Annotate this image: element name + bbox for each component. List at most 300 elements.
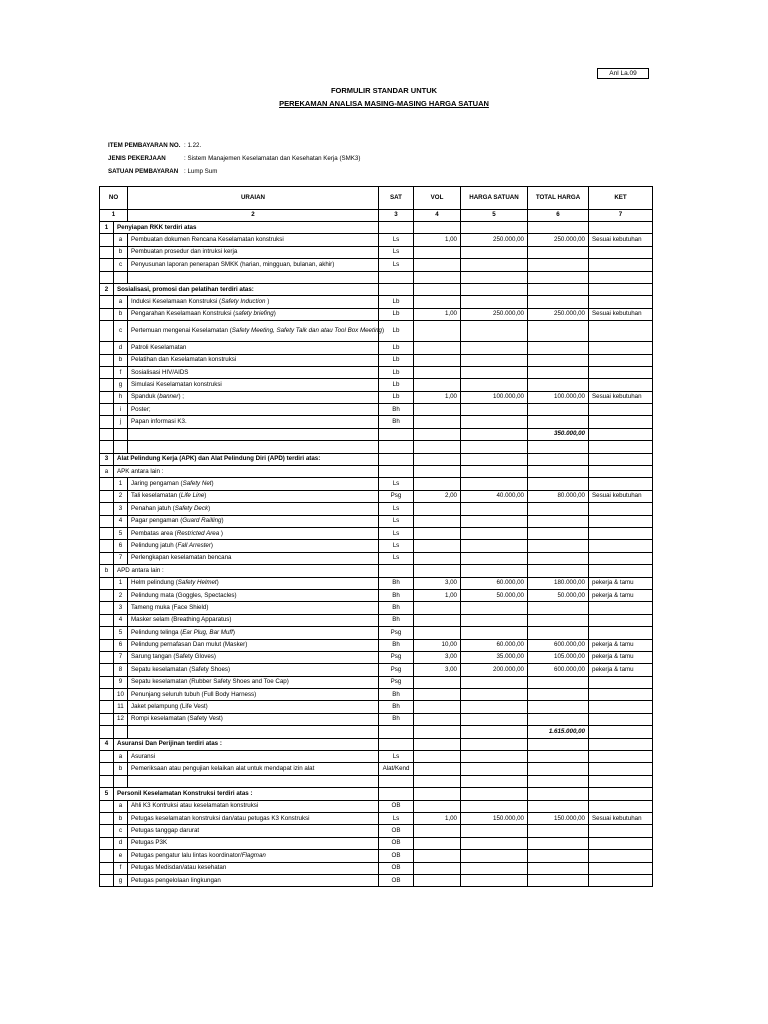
table-row	[100, 614, 653, 626]
sat-cell: Lb	[379, 379, 414, 391]
ket-cell	[589, 271, 653, 283]
total-cell	[528, 321, 589, 342]
ket-cell	[589, 527, 653, 539]
ket-cell	[589, 614, 653, 626]
no-cell	[100, 602, 114, 614]
meta-item-no	[108, 142, 201, 149]
desc-text: Rompi keselamatan (Safety Vest)	[131, 715, 223, 723]
ket-cell	[589, 874, 653, 886]
vol-cell	[414, 850, 461, 862]
total-cell: 250.000,00	[528, 308, 589, 320]
sat-cell	[379, 775, 414, 787]
harga-cell	[461, 602, 528, 614]
table-row	[100, 453, 653, 465]
ket-cell	[589, 222, 653, 234]
harga-cell: 60.000,00	[461, 639, 528, 651]
sat-cell: Ls	[379, 527, 414, 539]
column-number: 6	[528, 210, 589, 222]
vol-cell	[414, 342, 461, 354]
sub-cell: a	[114, 296, 128, 308]
no-cell	[100, 862, 114, 874]
table-row	[100, 689, 653, 701]
total-cell: 600.000,00	[528, 664, 589, 676]
harga-cell	[461, 404, 528, 416]
desc-cell	[128, 874, 379, 886]
vol-cell	[414, 404, 461, 416]
no-cell	[100, 354, 114, 366]
desc-cell	[128, 837, 379, 849]
sub-cell: a	[114, 751, 128, 763]
no-cell	[100, 651, 114, 663]
vol-cell	[414, 527, 461, 539]
no-cell: b	[100, 565, 114, 577]
harga-cell	[461, 540, 528, 552]
sat-cell	[379, 271, 414, 283]
ket-cell	[589, 552, 653, 564]
sat-cell: Bh	[379, 602, 414, 614]
sat-cell: Lb	[379, 391, 414, 403]
sat-cell: Ls	[379, 812, 414, 824]
ket-cell	[589, 763, 653, 775]
desc-cell	[128, 527, 379, 539]
desc-cell	[128, 825, 379, 837]
no-cell	[100, 428, 114, 440]
sat-cell	[379, 441, 414, 453]
vol-cell	[414, 416, 461, 428]
no-cell	[100, 577, 114, 589]
sat-cell: Lb	[379, 342, 414, 354]
sat-cell	[379, 726, 414, 738]
sat-cell	[379, 283, 414, 295]
desc-text: Pelindung telinga (	[131, 628, 183, 636]
harga-cell	[461, 837, 528, 849]
total-cell	[528, 788, 589, 800]
table-row	[100, 738, 653, 750]
harga-cell	[461, 788, 528, 800]
vol-cell: 1,00	[414, 589, 461, 601]
sat-cell: Ls	[379, 234, 414, 246]
sub-cell: a	[114, 234, 128, 246]
form-title: FORMULIR STANDAR UNTUK	[330, 86, 438, 95]
no-cell	[100, 812, 114, 824]
sub-cell: 1	[114, 577, 128, 589]
no-cell: 2	[100, 283, 114, 295]
no-cell	[100, 540, 114, 552]
ket-cell: Sesuai kebutuhan	[589, 391, 653, 403]
total-cell	[528, 246, 589, 258]
vol-cell	[414, 874, 461, 886]
harga-cell: 60.000,00	[461, 577, 528, 589]
table-row	[100, 763, 653, 775]
total-cell	[528, 701, 589, 713]
table-row	[100, 222, 653, 234]
desc-italic-text: Restricted Area	[176, 529, 220, 537]
ket-cell	[589, 862, 653, 874]
no-cell	[100, 751, 114, 763]
sat-cell	[379, 466, 414, 478]
desc-cell	[128, 321, 385, 342]
table-row	[100, 296, 653, 308]
ket-cell	[589, 283, 653, 295]
ket-cell	[589, 503, 653, 515]
vol-cell	[414, 379, 461, 391]
ket-cell: Sesuai kebutuhan	[589, 812, 653, 824]
vol-cell	[414, 466, 461, 478]
section-title-cell: Personil Keselamatan Konstruksi terdiri atas :	[114, 788, 379, 800]
ket-cell: pekerja & tamu	[589, 639, 653, 651]
desc-text: Pertemuan mengenai Keselamatan (	[131, 327, 232, 335]
sub-cell: d	[114, 837, 128, 849]
total-cell	[528, 283, 589, 295]
desc-text: Petugas keselamatan konstruksi dan/atau petugas K3 Konstruksi	[131, 814, 310, 822]
sub-cell: j	[114, 416, 128, 428]
total-cell: 150.000,00	[528, 812, 589, 824]
total-cell: 80.000,00	[528, 490, 589, 502]
vol-cell	[414, 788, 461, 800]
total-cell	[528, 416, 589, 428]
column-number-row	[100, 210, 653, 222]
table-row	[100, 664, 653, 676]
sub-cell: 3	[114, 503, 128, 515]
ket-cell: Sesuai kebutuhan	[589, 490, 653, 502]
desc-text-suffix: ) ;	[178, 393, 184, 401]
total-cell: 600.000,00	[528, 639, 589, 651]
desc-cell	[128, 503, 379, 515]
desc-text: Penunjang seluruh tubuh (Full Body Harness)	[131, 690, 257, 698]
desc-cell	[128, 639, 379, 651]
desc-text-suffix: )	[221, 517, 224, 525]
table-row	[100, 800, 653, 812]
harga-cell	[461, 738, 528, 750]
total-cell	[528, 515, 589, 527]
total-cell	[528, 342, 589, 354]
table-row	[100, 589, 653, 601]
sat-cell: Bh	[379, 577, 414, 589]
desc-text: Jaring pengaman (	[131, 480, 183, 488]
sat-cell: Psg	[379, 627, 414, 639]
sub-cell: 4	[114, 515, 128, 527]
ket-cell	[589, 321, 653, 342]
sat-cell	[379, 428, 414, 440]
ket-cell	[589, 453, 653, 465]
no-cell	[100, 837, 114, 849]
desc-text: Pembuatan dokumen Rencana Keselamatan konstruksi	[131, 235, 284, 243]
desc-cell	[128, 726, 379, 738]
no-cell	[100, 701, 114, 713]
desc-text-suffix: )	[232, 628, 235, 636]
table-body	[100, 222, 653, 887]
table-row	[100, 540, 653, 552]
desc-cell	[128, 246, 379, 258]
vol-cell	[414, 602, 461, 614]
desc-cell	[128, 800, 379, 812]
analysis-table	[99, 186, 653, 887]
no-cell	[100, 296, 114, 308]
vol-cell	[414, 689, 461, 701]
desc-cell	[128, 627, 379, 639]
sub-cell: 7	[114, 552, 128, 564]
desc-text-suffix: )	[208, 504, 211, 512]
desc-text: Jaket pelampung (Life Vest)	[131, 703, 208, 711]
table-row	[100, 354, 653, 366]
total-cell	[528, 540, 589, 552]
no-cell	[100, 321, 114, 342]
desc-cell	[128, 676, 379, 688]
vol-cell	[414, 825, 461, 837]
table-row	[100, 713, 653, 725]
vol-cell	[414, 751, 461, 763]
harga-cell	[461, 713, 528, 725]
ket-cell	[589, 416, 653, 428]
desc-italic-text: Guard Railling	[182, 517, 222, 525]
no-cell	[100, 441, 114, 453]
ket-cell	[589, 850, 653, 862]
harga-cell	[461, 283, 528, 295]
sat-cell: Psg	[379, 676, 414, 688]
desc-cell	[128, 589, 379, 601]
desc-text: Pembuatan prosedur dan intruksi kerja	[131, 248, 238, 256]
desc-text: Pelindung jatuh (	[131, 541, 178, 549]
ket-cell	[589, 701, 653, 713]
sat-cell: Bh	[379, 689, 414, 701]
harga-cell	[461, 478, 528, 490]
sat-cell: Alat/Kend	[379, 763, 414, 775]
desc-italic-text: Fall Arrester	[177, 541, 211, 549]
desc-text: Poster;	[131, 405, 151, 413]
sub-cell: b	[114, 354, 128, 366]
desc-text: Petugas Medisdan/atau kesehatan	[131, 864, 227, 872]
harga-cell: 50.000,00	[461, 589, 528, 601]
desc-cell	[128, 763, 379, 775]
column-number: 2	[128, 210, 379, 222]
sub-cell: b	[114, 812, 128, 824]
vol-cell: 1,00	[414, 391, 461, 403]
total-cell	[528, 602, 589, 614]
table-row	[100, 527, 653, 539]
harga-cell	[461, 416, 528, 428]
group-title-cell: APK antara lain :	[114, 466, 379, 478]
table-row	[100, 812, 653, 824]
sat-cell: Psg	[379, 490, 414, 502]
no-cell	[100, 627, 114, 639]
form-subtitle-text: PEREKAMAN ANALISA MASING-MASING HARGA SATUAN	[279, 99, 489, 108]
ket-cell	[589, 825, 653, 837]
total-cell	[528, 565, 589, 577]
desc-cell	[128, 577, 379, 589]
sat-cell: Lb	[379, 321, 414, 342]
ket-cell	[589, 713, 653, 725]
desc-text: Pelindung mata (Goggles, Spectacles)	[131, 591, 237, 599]
vol-cell	[414, 222, 461, 234]
meta-value: : 1.22.	[184, 142, 202, 149]
table-row	[100, 862, 653, 874]
ket-cell	[589, 354, 653, 366]
no-cell: 3	[100, 453, 114, 465]
total-cell	[528, 478, 589, 490]
ket-cell	[589, 515, 653, 527]
ket-cell	[589, 837, 653, 849]
sub-cell: 9	[114, 676, 128, 688]
table-row	[100, 478, 653, 490]
harga-cell: 40.000,00	[461, 490, 528, 502]
sat-cell: Ls	[379, 259, 414, 271]
total-cell	[528, 222, 589, 234]
no-cell	[100, 763, 114, 775]
harga-cell	[461, 627, 528, 639]
desc-text: Asuransi	[131, 752, 156, 760]
harga-cell	[461, 850, 528, 862]
desc-cell	[128, 602, 379, 614]
sat-cell: Ls	[379, 503, 414, 515]
desc-italic-text: Safety Net	[182, 480, 212, 488]
harga-cell: 200.000,00	[461, 664, 528, 676]
desc-italic-text: Safety Helmet	[177, 579, 217, 587]
desc-cell	[128, 552, 379, 564]
table-row	[100, 391, 653, 403]
desc-text: Petugas tanggap darurat	[131, 826, 200, 834]
harga-cell	[461, 726, 528, 738]
total-cell	[528, 825, 589, 837]
ket-cell	[589, 478, 653, 490]
desc-text: Pemeriksaan atau pengujian kelaikan alat untuk mendapat izin alat	[131, 765, 315, 772]
harga-cell	[461, 354, 528, 366]
form-subtitle	[0, 99, 768, 108]
vol-cell	[414, 738, 461, 750]
desc-text: Papan informasi K3.	[131, 418, 187, 426]
sub-cell: a	[114, 800, 128, 812]
desc-text-suffix: )	[216, 579, 219, 587]
sat-cell: Psg	[379, 664, 414, 676]
desc-text: Penyusunan laporan penerapan SMKK (harian, mingguan, bulanan, akhir)	[131, 260, 335, 268]
no-cell	[100, 825, 114, 837]
column-number: 5	[461, 210, 528, 222]
desc-cell	[128, 713, 379, 725]
no-cell: 4	[100, 738, 114, 750]
sat-cell	[379, 453, 414, 465]
harga-cell	[461, 763, 528, 775]
no-cell: a	[100, 466, 114, 478]
meta-label: ITEM PEMBAYARAN NO.	[108, 142, 181, 149]
vol-cell	[414, 713, 461, 725]
vol-cell	[414, 540, 461, 552]
desc-cell	[128, 490, 379, 502]
harga-cell	[461, 259, 528, 271]
no-cell	[100, 271, 114, 283]
desc-cell	[128, 428, 379, 440]
desc-cell	[128, 850, 379, 862]
sub-cell: 3	[114, 602, 128, 614]
ket-cell: Sesuai kebutuhan	[589, 234, 653, 246]
no-cell	[100, 416, 114, 428]
desc-text: Pengarahan Keselamaan Konstruksi (	[131, 310, 236, 318]
total-cell: 100.000,00	[528, 391, 589, 403]
harga-cell	[461, 321, 528, 342]
sub-cell: g	[114, 874, 128, 886]
meta-label: JENIS PEKERJAAN	[108, 155, 166, 162]
desc-cell	[128, 775, 379, 787]
harga-cell	[461, 466, 528, 478]
header-ket: KET	[589, 187, 653, 210]
desc-cell	[128, 259, 379, 271]
desc-italic-text: Life Line	[180, 492, 205, 500]
no-cell: 1	[100, 222, 114, 234]
column-number: 4	[414, 210, 461, 222]
total-cell	[528, 738, 589, 750]
desc-text-suffix: )	[210, 541, 213, 549]
sub-cell: 11	[114, 701, 128, 713]
ket-cell	[589, 689, 653, 701]
total-cell	[528, 775, 589, 787]
harga-cell: 100.000,00	[461, 391, 528, 403]
desc-text: Pelindung pernafasan Dan mulut (Masker)	[131, 641, 248, 649]
harga-cell	[461, 614, 528, 626]
vol-cell	[414, 837, 461, 849]
sat-cell: Ls	[379, 515, 414, 527]
table-row	[100, 308, 653, 320]
vol-cell	[414, 726, 461, 738]
table-row	[100, 602, 653, 614]
no-cell	[100, 308, 114, 320]
harga-cell	[461, 246, 528, 258]
sub-cell: 8	[114, 664, 128, 676]
sat-cell: Bh	[379, 589, 414, 601]
no-cell	[100, 478, 114, 490]
sat-cell: Ls	[379, 540, 414, 552]
ket-cell	[589, 246, 653, 258]
header-no: NO	[100, 187, 128, 210]
ket-cell	[589, 676, 653, 688]
sub-cell: i	[114, 404, 128, 416]
desc-text: Masker selam (Breathing Apparatus)	[131, 616, 232, 624]
desc-text: Pagar pengaman (	[131, 517, 183, 525]
table-row	[100, 271, 653, 283]
no-cell	[100, 800, 114, 812]
sub-cell	[114, 441, 128, 453]
meta-satuan-pembayaran	[108, 168, 217, 175]
section-title-cell: Asuransi Dan Perijinan terdiri atas :	[114, 738, 379, 750]
table-row	[100, 565, 653, 577]
table-row	[100, 441, 653, 453]
harga-cell	[461, 874, 528, 886]
ket-cell	[589, 404, 653, 416]
vol-cell: 1,00	[414, 234, 461, 246]
header-harga-satuan: HARGA SATUAN	[461, 187, 528, 210]
table-row	[100, 379, 653, 391]
harga-cell	[461, 565, 528, 577]
no-cell	[100, 391, 114, 403]
desc-cell	[128, 308, 379, 320]
harga-cell	[461, 222, 528, 234]
vol-cell: 3,00	[414, 651, 461, 663]
sat-cell: OB	[379, 800, 414, 812]
desc-italic-text: banner	[159, 393, 179, 401]
ket-cell	[589, 366, 653, 378]
desc-cell	[128, 515, 379, 527]
total-cell: 50.000,00	[528, 589, 589, 601]
ket-cell	[589, 466, 653, 478]
vol-cell: 10,00	[414, 639, 461, 651]
desc-text-suffix: )	[211, 480, 214, 488]
no-cell	[100, 342, 114, 354]
desc-text: Tameng muka (Face Shield)	[131, 603, 209, 611]
sat-cell	[379, 738, 414, 750]
table-row	[100, 416, 653, 428]
vol-cell	[414, 428, 461, 440]
ket-cell	[589, 441, 653, 453]
meta-value: : Sistem Manajemen Keselamatan dan Kesehatan Kerja (SMK3)	[184, 155, 361, 162]
total-cell	[528, 676, 589, 688]
harga-cell	[461, 515, 528, 527]
